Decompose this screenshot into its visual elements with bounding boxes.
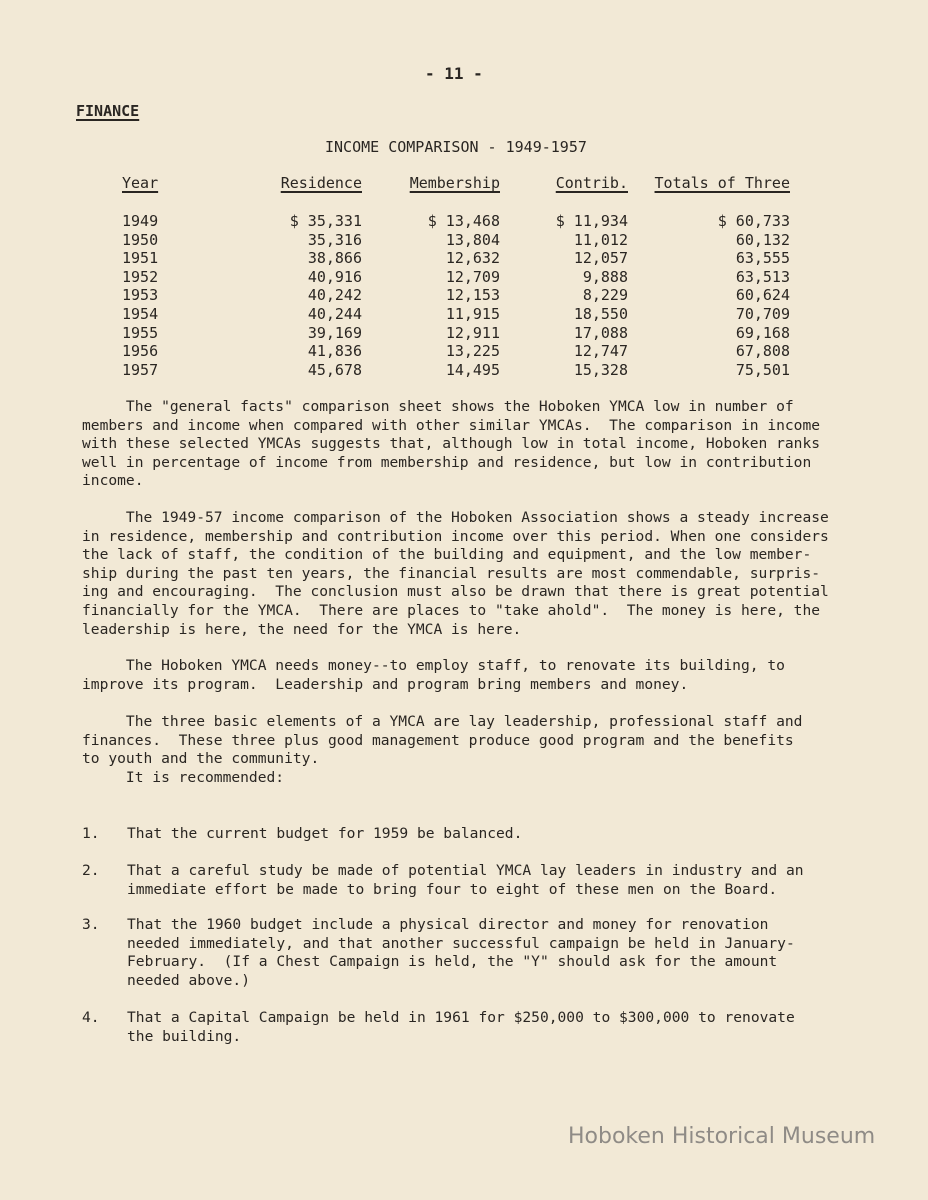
table-cell: 13,225 xyxy=(445,342,500,361)
text-line: That the current budget for 1959 be balanced. xyxy=(127,825,523,842)
text-line: That a Capital Campaign be held in 1961 for $250,000 to $300,000 to renovate xyxy=(127,1009,795,1026)
table-cell: 40,242 xyxy=(307,286,362,305)
table-cell: $ 11,934 xyxy=(555,212,628,230)
table-cell: 1956 xyxy=(122,342,159,361)
table-cell: 41,836 xyxy=(307,342,362,361)
table-cell: 8,229 xyxy=(582,286,628,305)
item-number: 3. xyxy=(82,916,100,933)
text-line: income. xyxy=(82,472,144,490)
table-cell: 12,911 xyxy=(445,323,500,342)
column-header: Year xyxy=(122,174,159,192)
text-line: needed above.) xyxy=(127,971,251,989)
column-header: Totals of Three xyxy=(654,174,790,192)
table-cell: 45,678 xyxy=(307,360,362,379)
item-number: 4. xyxy=(82,1009,100,1026)
table-row xyxy=(100,324,790,343)
text-line: It is recommended: xyxy=(82,769,285,786)
table-cell: 12,747 xyxy=(573,342,628,361)
text-line: leadership is here, the need for the YMCA is here. xyxy=(82,620,522,638)
table-cell: 11,012 xyxy=(573,230,628,249)
paragraph xyxy=(82,398,882,491)
item-number: 1. xyxy=(82,825,100,842)
text-line: The three basic elements of a YMCA are lay leadership, professional staff and xyxy=(82,713,803,730)
table-row xyxy=(100,286,790,305)
text-line: in residence, membership and contribution income over this period. When one considers xyxy=(82,527,829,545)
table-cell: $ 60,733 xyxy=(717,212,790,230)
column-header: Residence xyxy=(280,174,362,192)
text-line: That a careful study be made of potential YMCA lay leaders in industry and an xyxy=(127,862,804,879)
text-line: The Hoboken YMCA needs money--to employ staff, to renovate its building, to xyxy=(82,657,785,674)
column-header: Contrib. xyxy=(555,174,628,192)
text-line: to youth and the community. xyxy=(82,750,320,768)
table-cell: 67,808 xyxy=(735,342,790,361)
table-cell: 12,709 xyxy=(445,267,500,286)
table-cell: 40,244 xyxy=(307,304,362,323)
paragraph xyxy=(82,769,882,788)
table-cell: $ 35,331 xyxy=(289,212,362,230)
text-line: with these selected YMCAs suggests that, although low in total income, Hoboken ranks xyxy=(82,435,821,453)
table-cell: 63,555 xyxy=(735,249,790,268)
table-cell: 35,316 xyxy=(307,230,362,249)
table-cell: 1951 xyxy=(122,249,159,268)
text-line: The "general facts" comparison sheet shows the Hoboken YMCA low in number of xyxy=(82,398,794,415)
column-header: Membership xyxy=(409,174,500,192)
table-cell: 15,328 xyxy=(573,360,628,379)
text-line: The 1949-57 income comparison of the Hoboken Association shows a steady increase xyxy=(82,509,829,526)
table-cell: 39,169 xyxy=(307,323,362,342)
paragraph xyxy=(82,509,882,639)
table-cell: 17,088 xyxy=(573,323,628,342)
table-title: INCOME COMPARISON - 1949-1957 xyxy=(325,138,587,156)
text-line: members and income when compared with other similar YMCAs. The comparison in income xyxy=(82,416,821,434)
table-cell: 75,501 xyxy=(735,360,790,379)
page-number: - 11 - xyxy=(425,64,483,83)
table-cell: $ 13,468 xyxy=(427,212,500,230)
text-line: the lack of staff, the condition of the building and equipment, and the low member- xyxy=(82,546,812,564)
paragraph xyxy=(82,713,882,769)
table-cell: 1955 xyxy=(122,323,159,342)
table-row xyxy=(100,361,790,380)
watermark: Hoboken Historical Museum xyxy=(568,1124,876,1149)
text-line: February. (If a Chest Campaign is held, the "Y" should ask for the amount xyxy=(127,953,778,971)
table-cell: 1949 xyxy=(122,212,159,230)
table-cell: 40,916 xyxy=(307,267,362,286)
table-cell: 1957 xyxy=(122,360,159,379)
table-cell: 14,495 xyxy=(445,360,500,379)
table-row xyxy=(100,231,790,250)
table-cell: 12,153 xyxy=(445,286,500,305)
table-row xyxy=(100,212,790,231)
table-cell: 12,632 xyxy=(445,249,500,268)
income-comparison-table xyxy=(100,172,790,379)
table-cell: 63,513 xyxy=(735,267,790,286)
text-line: needed immediately, and that another successful campaign be held in January- xyxy=(127,934,795,952)
text-line: financially for the YMCA. There are places to "take ahold". The money is here, the xyxy=(82,601,821,619)
paragraph xyxy=(82,657,882,694)
text-line: finances. These three plus good management produce good program and the benefits xyxy=(82,731,794,749)
table-cell: 1954 xyxy=(122,304,159,323)
table-cell: 18,550 xyxy=(573,304,628,323)
table-cell: 11,915 xyxy=(445,304,500,323)
table-row xyxy=(100,342,790,361)
section-heading: FINANCE xyxy=(76,102,140,120)
item-number: 2. xyxy=(82,862,100,879)
table-cell: 1953 xyxy=(122,286,159,305)
table-row xyxy=(100,305,790,324)
table-cell: 60,132 xyxy=(735,230,790,249)
text-line: immediate effort be made to bring four to eight of these men on the Board. xyxy=(127,880,778,898)
text-line: ship during the past ten years, the financial results are most commendable, surpris- xyxy=(82,564,821,582)
text-line: well in percentage of income from membership and residence, but low in contribution xyxy=(82,453,812,471)
table-cell: 1952 xyxy=(122,267,159,286)
table-cell: 13,804 xyxy=(445,230,500,249)
text-line: That the 1960 budget include a physical director and money for renovation xyxy=(127,916,769,933)
table-row xyxy=(100,268,790,287)
table-row xyxy=(100,249,790,268)
table-cell: 60,624 xyxy=(735,286,790,305)
text-line: improve its program. Leadership and program bring members and money. xyxy=(82,675,689,693)
table-cell: 70,709 xyxy=(735,304,790,323)
table-cell: 9,888 xyxy=(582,267,628,286)
table-cell: 12,057 xyxy=(573,249,628,268)
table-cell: 1950 xyxy=(122,230,159,249)
table-cell: 69,168 xyxy=(735,323,790,342)
text-line: ing and encouraging. The conclusion must also be drawn that there is great potential xyxy=(82,583,829,601)
table-cell: 38,866 xyxy=(307,249,362,268)
text-line: the building. xyxy=(127,1027,242,1045)
